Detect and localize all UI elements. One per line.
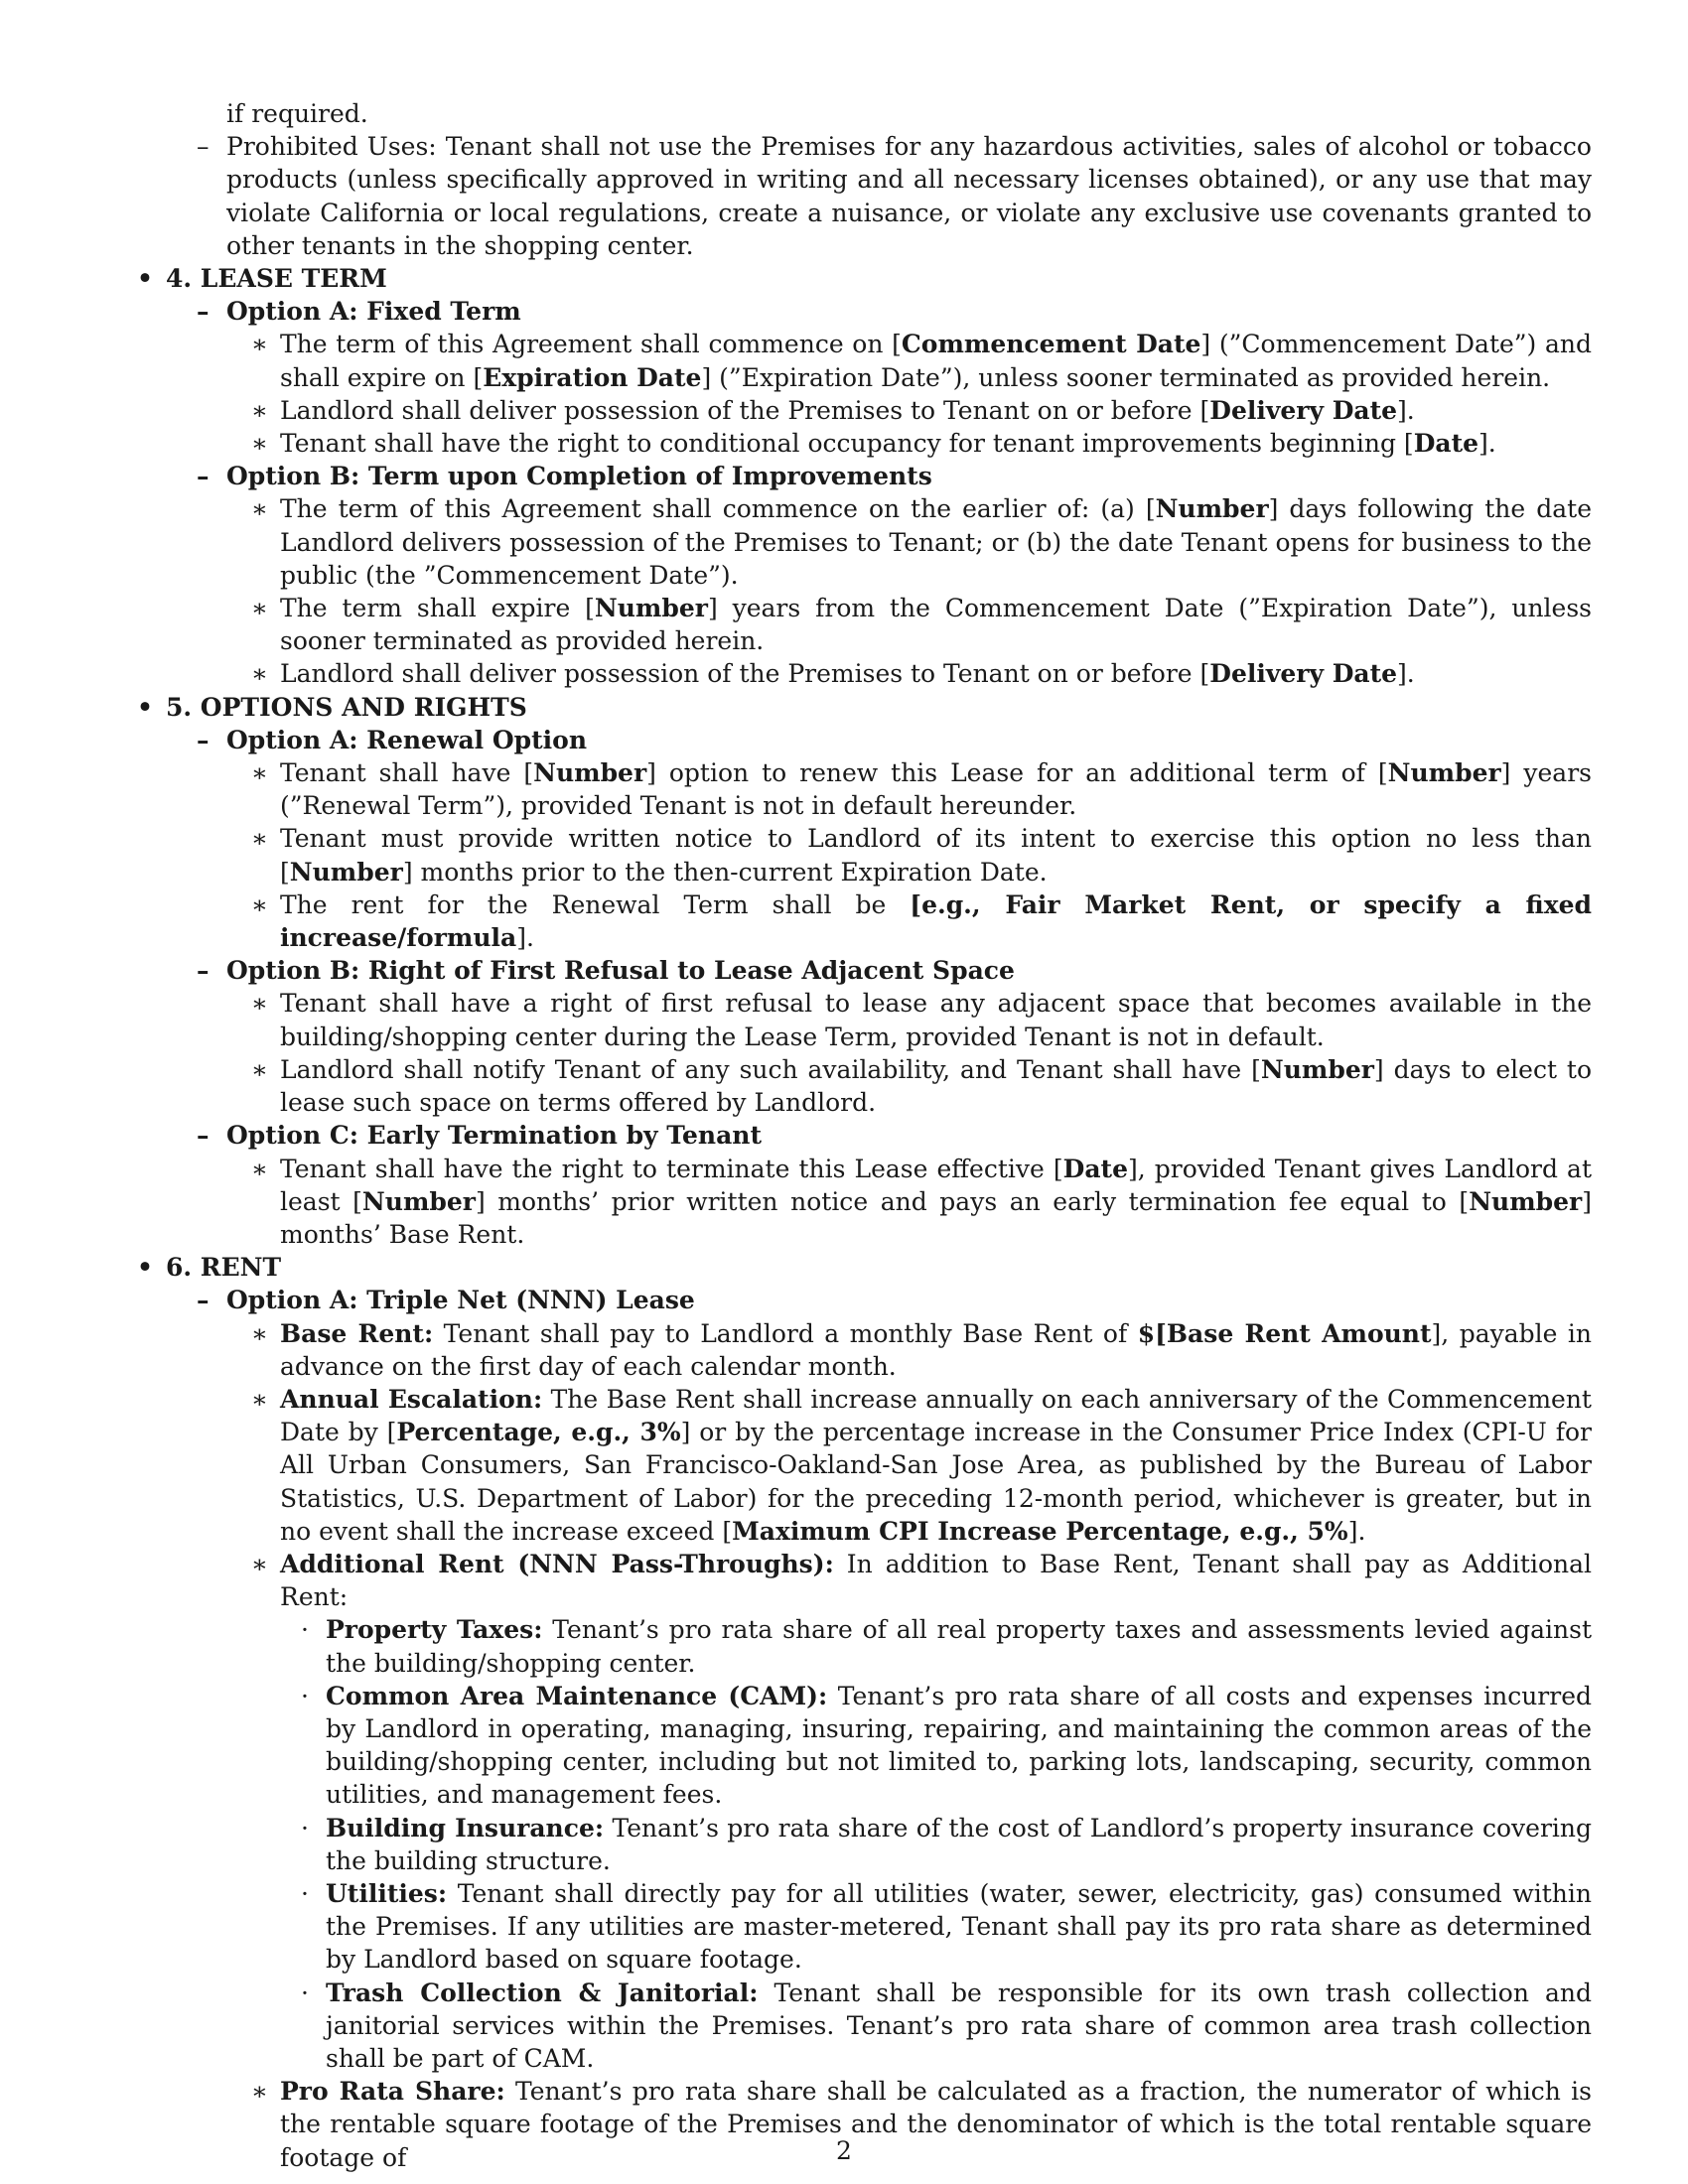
dot-marker: ·: [301, 1615, 309, 1645]
item-label: Common Area Maintenance (CAM):: [326, 1681, 828, 1710]
placeholder-number: Number: [289, 857, 403, 887]
clause-text: ] days to elect to lease such space on terms offered by Landlord.: [280, 1054, 1592, 1118]
placeholder-number: Number: [533, 758, 647, 788]
star-marker: ∗: [251, 824, 268, 854]
item-label: Utilities:: [326, 1878, 448, 1908]
item-label: Trash Collection & Janitorial:: [326, 1978, 759, 2007]
star-marker: ∗: [251, 429, 268, 459]
placeholder-rent-formula: [e.g., Fair Market Rent, or specify a fixed increase/formula: [280, 889, 1593, 953]
option-c-early-termination-heading: [134, 1119, 1592, 1152]
clause-text: Tenant shall pay to Landlord a monthly Base Rent of: [433, 1318, 1138, 1348]
star-marker: ∗: [251, 758, 268, 788]
placeholder-max-cpi: Maximum CPI Increase Percentage, e.g., 5%: [732, 1516, 1348, 1546]
section-4-heading: [134, 262, 1592, 295]
star-marker: ∗: [251, 330, 268, 359]
clause-label: Pro Rata Share:: [280, 2077, 505, 2107]
lease-content: [134, 97, 1592, 2174]
item-text: Tenant shall be responsible for its own trash collection and janitorial services within the Premises. Tenant’s pro rata share of common area trash collection shall be part of CAM.: [326, 1978, 1592, 2073]
clause-text: Tenant shall have a right of first refusal to lease any adjacent space that becomes available in the building/shopping center during the Lease Term, provided Tenant is not in default.: [280, 989, 1592, 1051]
placeholder-number: Number: [594, 594, 708, 623]
clause-text: In addition to Base Rent, Tenant shall pay as Additional Rent:: [280, 1549, 1593, 1612]
building-insurance-item: [134, 1812, 1592, 1877]
option-title: Option B: Term upon Completion of Improvements: [226, 462, 932, 491]
clause-text: ] (”Expiration Date”), unless sooner terminated as provided herein.: [701, 362, 1551, 392]
clause-text: Landlord shall notify Tenant of any such availability, and Tenant shall have [: [280, 1054, 1261, 1084]
star-marker: ∗: [251, 1154, 268, 1183]
placeholder-delivery-date: Delivery Date: [1209, 395, 1398, 425]
option-title: Option B: Right of First Refusal to Lease Adjacent Space: [226, 956, 1015, 986]
option-a-nnn-heading: [134, 1284, 1592, 1316]
option-a-renewal-heading: [134, 724, 1592, 756]
star-marker: ∗: [251, 395, 268, 425]
continuation-line: if required.: [226, 99, 368, 128]
prohibited-uses-item: [134, 130, 1592, 262]
section-5-heading: [134, 691, 1592, 724]
option-title: Option A: Fixed Term: [226, 297, 521, 327]
placeholder-base-rent-amount: $[Base Rent Amount: [1137, 1318, 1432, 1348]
bullet-marker: •: [137, 692, 153, 722]
rofr-clause: [134, 987, 1592, 1052]
dot-marker: ·: [301, 1978, 309, 2007]
bullet-marker: •: [137, 1253, 153, 1283]
clause-text: ] years from the Commencement Date (”Expiration Date”), unless sooner terminated as provided herein.: [280, 594, 1593, 656]
clause-text: ] months prior to the then-current Expiration Date.: [402, 857, 1048, 887]
clause-text: ] days following the date Landlord delivers possession of the Premises to Tenant; or (b) the date Tenant opens for business to the public (the ”Commencement Date”).: [280, 494, 1592, 590]
clause-text: ].: [1347, 1516, 1366, 1546]
clause-text: Tenant’s pro rata share shall be calculated as a fraction, the numerator of which is the rentable square footage of the Premises and the denominator of which is the total rentable square footage of: [280, 2077, 1592, 2172]
item-text: Tenant’s pro rata share of the cost of Landlord’s property insurance covering the building structure.: [326, 1813, 1592, 1875]
dash-marker: –: [197, 462, 210, 491]
page-number: 2: [836, 2136, 852, 2165]
trash-janitorial-item: [134, 1977, 1592, 2076]
section-6-heading: [134, 1251, 1592, 1284]
dot-marker: ·: [301, 1813, 309, 1843]
option-a-fixed-term-heading: [134, 295, 1592, 328]
placeholder-date: Date: [1062, 1154, 1128, 1183]
dot-marker: ·: [301, 1878, 309, 1908]
star-marker: ∗: [251, 1384, 268, 1414]
option-title: Option A: Renewal Option: [226, 725, 588, 754]
dash-marker: –: [197, 1121, 210, 1151]
dash-marker: –: [197, 297, 210, 327]
clause-text: Tenant shall have the right to conditional occupancy for tenant improvements beginning [: [280, 429, 1414, 459]
clause-text: ] (”Commencement Date”) and shall expire on [: [280, 330, 1592, 392]
clause-text: The rent for the Renewal Term shall be: [280, 889, 911, 919]
clause-text: ].: [1397, 659, 1415, 689]
clause-text: ].: [1397, 395, 1415, 425]
item-text: Tenant shall directly pay for all utilities (water, sewer, electricity, gas) consumed within the Premises. If any utilities are master-metered, Tenant shall pay its pro rata share as determined by Landlord based on square footage.: [326, 1878, 1592, 1975]
clause-text: ], payable in advance on the first day of each calendar month.: [280, 1318, 1593, 1381]
placeholder-expiration-date: Expiration Date: [483, 362, 702, 392]
clause-text: The term of this Agreement shall commence on [: [280, 330, 902, 359]
dot-marker: ·: [301, 1681, 309, 1710]
cam-item: [134, 1680, 1592, 1812]
additional-rent-clause: [134, 1548, 1592, 1613]
star-marker: ∗: [251, 1318, 268, 1348]
clause-text: ] or by the percentage increase in the Consumer Price Index (CPI-U for All Urban Consumers, San Francisco-Oakland-San Jose Area, as published by the Bureau of Labor Statistics, U.S. Department of Labor) for the preceding 12-month period, whichever is greater, but in no event shall the increase exceed [: [280, 1418, 1592, 1546]
placeholder-date: Date: [1413, 429, 1479, 459]
clause-label: Additional Rent (NNN Pass-Throughs):: [280, 1549, 834, 1578]
placeholder-number: Number: [1387, 758, 1501, 788]
prohibited-uses-text: Prohibited Uses: Tenant shall not use the Premises for any hazardous activities, sales of alcohol or tobacco products (unless specifically approved in writing and all necessary licenses obtained), or any use that may violate California or local regulations, create a nuisance, or violate any exclusive use covenants granted to other tenants in the shopping center.: [226, 132, 1592, 260]
utilities-item: [134, 1877, 1592, 1977]
section-title: 4. LEASE TERM: [166, 264, 387, 294]
dash-marker: –: [197, 1286, 210, 1315]
property-taxes-item: [134, 1613, 1592, 1679]
annual-escalation-clause: [134, 1383, 1592, 1548]
clause-text: Landlord shall deliver possession of the Premises to Tenant on or before [: [280, 395, 1210, 425]
early-termination-clause: [134, 1153, 1592, 1252]
delivery-clause: [134, 394, 1592, 427]
dash-marker: –: [197, 725, 210, 754]
star-marker: ∗: [251, 889, 268, 919]
clause-text: ] months’ prior written notice and pays an early termination fee equal to [: [475, 1186, 1470, 1216]
bullet-marker: •: [137, 264, 153, 294]
star-marker: ∗: [251, 1054, 268, 1084]
clause-text: ], provided Tenant gives Landlord at least [: [280, 1154, 1593, 1216]
item-label: Building Insurance:: [326, 1813, 605, 1843]
star-marker: ∗: [251, 659, 268, 689]
clause-text: The term shall expire [: [280, 594, 595, 623]
clause-text: ].: [1478, 429, 1496, 459]
option-title: Option A: Triple Net (NNN) Lease: [226, 1286, 695, 1315]
clause-text: ] months’ Base Rent.: [280, 1186, 1592, 1249]
placeholder-number: Number: [361, 1186, 476, 1216]
expiration-clause: [134, 592, 1592, 657]
clause-label: Annual Escalation:: [280, 1384, 543, 1414]
rofr-notice-clause: [134, 1053, 1592, 1119]
item-label: Property Taxes:: [326, 1615, 543, 1645]
renewal-rent-clause: [134, 888, 1592, 954]
star-marker: ∗: [251, 1549, 268, 1578]
clause-text: Landlord shall deliver possession of the Premises to Tenant on or before [: [280, 659, 1210, 689]
option-title: Option C: Early Termination by Tenant: [226, 1121, 763, 1151]
placeholder-number: Number: [1155, 494, 1269, 524]
dash-marker: –: [197, 132, 210, 162]
section-title: 5. OPTIONS AND RIGHTS: [166, 692, 527, 722]
commencement-earlier-clause: [134, 492, 1592, 592]
occupancy-clause: [134, 427, 1592, 460]
clause-text: The term of this Agreement shall commence on the earlier of: (a) [: [280, 494, 1156, 524]
placeholder-delivery-date: Delivery Date: [1209, 659, 1398, 689]
item-text: Tenant’s pro rata share of all costs and expenses incurred by Landlord in operating, managing, insuring, repairing, and maintaining the common areas of the building/shopping center, including but not limited to, parking lots, landscaping, security, common utilities, and management fees.: [326, 1681, 1592, 1810]
clause-text: Tenant shall have the right to terminate this Lease effective [: [280, 1154, 1063, 1183]
clause-text: ] years (”Renewal Term”), provided Tenant is not in default hereunder.: [280, 758, 1592, 821]
clause-text: Tenant must provide written notice to Landlord of its intent to exercise this option no less than [: [280, 824, 1592, 887]
clause-text: ] option to renew this Lease for an additional term of [: [646, 758, 1388, 788]
continuation-text: [134, 97, 1592, 130]
option-b-term-heading: [134, 460, 1592, 492]
clause-text: ].: [516, 923, 534, 953]
item-text: Tenant’s pro rata share of all real property taxes and assessments levied against the building/shopping center.: [326, 1615, 1592, 1678]
placeholder-number: Number: [1469, 1186, 1583, 1216]
star-marker: ∗: [251, 2077, 268, 2107]
star-marker: ∗: [251, 989, 268, 1019]
renewal-clause: [134, 756, 1592, 822]
section-title: 6. RENT: [166, 1253, 282, 1283]
star-marker: ∗: [251, 494, 268, 524]
placeholder-commencement-date: Commencement Date: [901, 330, 1201, 359]
delivery-clause-b: [134, 657, 1592, 690]
clause-text: The Base Rent shall increase annually on each anniversary of the Commencement Date by [: [280, 1384, 1592, 1447]
base-rent-clause: [134, 1317, 1592, 1383]
clause-label: Base Rent:: [280, 1318, 434, 1348]
renewal-notice-clause: [134, 822, 1592, 887]
placeholder-percentage: Percentage, e.g., 3%: [396, 1418, 681, 1447]
placeholder-number: Number: [1260, 1054, 1374, 1084]
dash-marker: –: [197, 956, 210, 986]
clause-text: Tenant shall have [: [280, 758, 534, 788]
option-b-rofr-heading: [134, 954, 1592, 987]
commencement-clause: [134, 328, 1592, 393]
star-marker: ∗: [251, 594, 268, 623]
